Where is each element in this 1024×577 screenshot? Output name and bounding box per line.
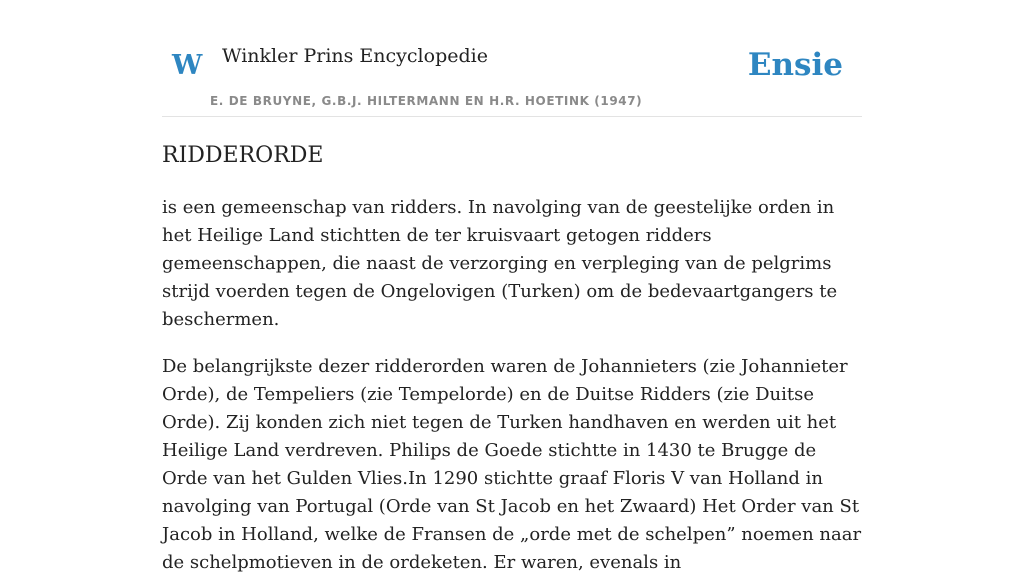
page-content	[162, 0, 862, 577]
publication-logo[interactable]: W	[172, 50, 203, 81]
entry-title: RIDDERORDE	[162, 143, 324, 168]
publication-title[interactable]: Winkler Prins Encyclopedie	[222, 45, 488, 67]
header	[162, 0, 862, 117]
entry-paragraph: De belangrijkste dezer ridderorden waren de Johannieters (zie Johannieter Orde), de Tempeliers (zie Tempelorde) en de Duitse Ridders (zie Duitse Orde). Zij konden zich niet tegen de Turken handhaven en werden uit het Heilige Land verdreven. Philips de Goede stichtte in 1430 te Brugge de Orde van het Gulden Vlies.In 1290 stichtte graaf Floris V van Holland in navolging van Portugal (Orde van St Jacob en het Zwaard) Het Order van St Jacob in Holland, welke de Fransen de „orde met de schelpen” noemen naar de schelpmotieven in de ordeketen. Er waren, evenals in	[162, 356, 862, 574]
entry-paragraph: is een gemeenschap van ridders. In navolging van de geestelijke orden in het Heilige Land stichtten de ter kruisvaart getogen ridders gemeenschappen, die naast de verzorging en verpleging van de pelgrims strijd voerden tegen de Ongelovigen (Turken) om de bedevaartgangers te beschermen.	[162, 197, 838, 331]
ensie-brand-link[interactable]: Ensie	[747, 47, 843, 83]
publication-authors: E. DE BRUYNE, G.B.J. HILTERMANN EN H.R. HOETINK (1947)	[210, 94, 643, 108]
